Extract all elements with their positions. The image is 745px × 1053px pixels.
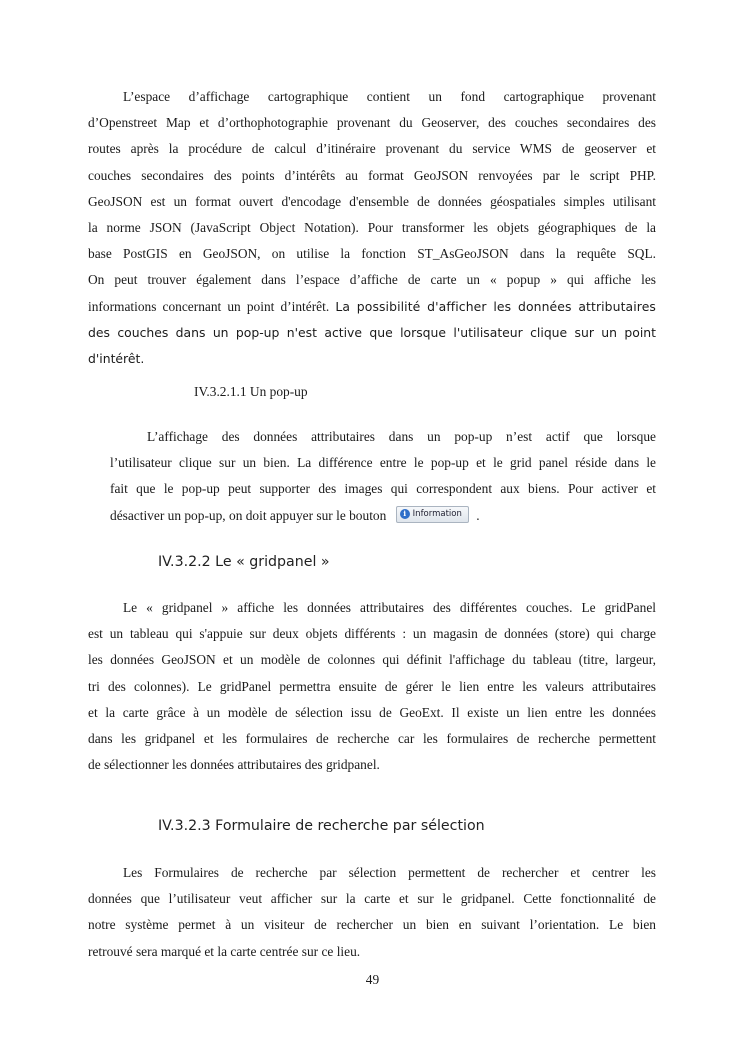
- info-icon: i: [400, 509, 410, 519]
- text-line: fait que le pop-up peut supporter des images qui correspondent aux biens. Pour activer et: [110, 481, 656, 497]
- text-fragment: désactiver un pop-up, on doit appuyer sur le bouton: [110, 507, 387, 523]
- paragraph-map-display: [88, 84, 656, 372]
- text-line: base PostGIS en GeoJSON, on utilise la fonction ST_AsGeoJSON dans la requête SQL.: [88, 246, 656, 262]
- text-line: des couches dans un pop-up n'est active que lorsque l'utilisateur clique sur un point: [88, 324, 656, 340]
- paragraph-gridpanel: [88, 595, 656, 778]
- text-line: Les Formulaires de recherche par sélection permettent de rechercher et centrer les: [123, 865, 656, 880]
- information-button-label: Information: [412, 509, 462, 520]
- text-line: L’espace d’affichage cartographique contient un fond cartographique provenant: [123, 89, 656, 104]
- text-line: d'intérêt.: [88, 350, 145, 366]
- text-line: et la carte grâce à un modèle de sélection issu de GeoExt. Il existe un lien entre les données: [88, 704, 656, 720]
- text-line: retrouvé sera marqué et la carte centrée sur ce lieu.: [88, 943, 361, 959]
- heading-search-form: IV.3.2.3 Formulaire de recherche par sélection: [158, 818, 485, 834]
- text-fragment: .: [476, 507, 480, 523]
- text-line: L’affichage des données attributaires dans un pop-up n’est actif que lorsque: [147, 429, 656, 444]
- text-line: On peut trouver également dans l’espace d’affiche de carte un « popup » qui affiche les: [88, 272, 656, 288]
- paragraph-popup: [110, 424, 656, 529]
- text-line: Le « gridpanel » affiche les données attributaires des différentes couches. Le gridPanel: [123, 600, 656, 615]
- text-line: [110, 503, 656, 529]
- text-line: données que l’utilisateur veut afficher sur la carte et sur le gridpanel. Cette fonctionnalité de: [88, 891, 656, 907]
- text-fragment: La possibilité d'afficher les données attributaires: [335, 298, 656, 314]
- text-line: de sélectionner les données attributaires des gridpanel.: [88, 757, 380, 773]
- text-line: dans les gridpanel et les formulaires de recherche car les formulaires de recherche permettent: [88, 730, 656, 746]
- text-line: couches secondaires des points d’intérêts au format GeoJSON renvoyées par le script PHP.: [88, 167, 656, 183]
- text-line: la norme JSON (JavaScript Object Notation). Pour transformer les objets géographiques de la: [88, 219, 656, 235]
- information-button[interactable]: [396, 506, 469, 523]
- text-fragment: informations concernant un point d’intérêt.: [88, 298, 330, 314]
- text-line: d’Openstreet Map et d’orthophotographie provenant du Geoserver, des couches secondaires des: [88, 115, 656, 131]
- paragraph-search-form: [88, 860, 656, 965]
- text-line: routes après la procédure de calcul d’itinéraire provenant du service WMS de geoserver et: [88, 141, 656, 157]
- page-number: 49: [365, 972, 380, 987]
- heading-gridpanel: IV.3.2.2 Le « gridpanel »: [158, 554, 330, 570]
- subheading-popup: IV.3.2.1.1 Un pop-up: [194, 384, 308, 399]
- text-line: GeoJSON est un format ouvert d'encodage d'ensemble de données géospatiales simples utilisant: [88, 193, 656, 209]
- text-line: l’utilisateur clique sur un bien. La différence entre le pop-up et le grid panel réside dans le: [110, 455, 656, 471]
- text-line: [88, 294, 656, 320]
- text-line: tri des colonnes). Le gridPanel permettra ensuite de gérer le lien entre les valeurs attributaires: [88, 678, 656, 694]
- text-line: les données GeoJSON et un modèle de colonnes qui définit l'affichage du tableau (titre, largeur,: [88, 652, 656, 668]
- text-line: est un tableau qui s'appuie sur deux objets différents : un magasin de données (store) qui charge: [88, 626, 656, 642]
- text-line: notre système permet à un visiteur de rechercher un bien en suivant l’orientation. Le bien: [88, 917, 656, 933]
